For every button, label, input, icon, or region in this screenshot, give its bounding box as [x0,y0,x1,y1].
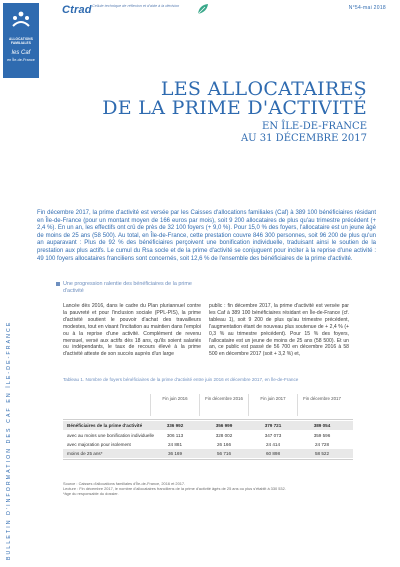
row-label: Bénéficiaires de la prime d'activité [67,422,143,428]
section-heading: Une progression ralentie des bénéficiaires de la prime d'activité [63,281,192,294]
cell-value: 328 002 [215,432,233,438]
summary-paragraph: Fin décembre 2017, la prime d'activité est versée par les Caisses d'allocations familiales (Caf) à 389 100 bénéficiaires résidant en Île-de-France (pour un montant moyen de 166 euros par mois), soit 9 200 allocataires de plus qu'au trimestre précédent (+ 2,4 %). En un an, les effectifs ont crû de près de 32 100 foyers (+ 9,0 %). Pour 15,0 % des foyers, l'allocataire est un jeune âgé de moins de 25 ans (58 500). Au total, en Île-de-France, cette prestation couvre 846 300 personnes, soit 96 200 de plus qu'un an auparavant : Plus de 92 % des bénéficiaires perçoivent une bonification individuelle, traduisant ainsi le soutien de la prestation aux plus actifs. Le cumul du Rsa socle et de la prime d'activité se conjuguent pour inciter à la reprise d'une activité : 49 100 foyers allocataires franciliens sont concernés, soit 12,6 % de l'ensemble des bénéficiaires de la prime d'activité. [37,210,376,262]
cell-value: 26 166 [216,441,232,447]
page-title-line1: LES ALLOCATAIRES [160,78,367,100]
row-label: moins de 25 ans* [67,450,103,456]
cell-value: 336 992 [166,422,184,428]
column-header: Fin décembre 2017 [303,396,341,401]
table-row [63,440,353,449]
table-age-note: *âge du responsable du dossier. [63,490,119,496]
table-rule [63,459,353,460]
table-header [63,392,353,418]
column-divider [150,394,151,416]
cell-value: 36 169 [167,450,183,456]
brand-description: Cellule technique de réflexion et d'aide à la décision [92,4,180,8]
column-header: Fin décembre 2016 [205,396,243,401]
cell-value: 347 073 [264,432,282,438]
cell-value: 379 721 [264,422,282,428]
brand-name: Ctrad [62,4,92,16]
bulletin-side-label: BULLETIN D'INFORMATION DES CAF EN ÎLE-DE-FRANCE [6,320,12,560]
cell-value: 60 898 [265,450,281,456]
table-row [63,421,353,430]
column-header: Fin juin 2016 [162,396,188,401]
table-reading-note: Lecture : Fin décembre 2017, le nombre d'allocataires franciliens de la prime d'activité âgés de 25 ans ou plus s'établit à 330 532. [63,485,286,491]
page-title-line2: DE LA PRIME D'ACTIVITÉ [102,97,367,119]
logo-text-familiales: FAMILIALES [11,41,31,45]
column-header: Fin juin 2017 [260,396,286,401]
column-divider [248,394,249,416]
cell-value: 359 596 [313,432,331,438]
column-divider [199,394,200,416]
logo-text-region: en Île-de-France [7,58,35,62]
logo-text-les-caf: les Caf [11,50,31,56]
issue-number: N°54-mai 2018 [348,5,386,11]
cell-value: 306 113 [166,432,184,438]
table-footnotes [63,482,353,496]
table-rule [63,419,353,420]
caf-logo [3,3,39,78]
section-bullet-icon [56,282,60,286]
page-subtitle-region: EN ÎLE-DE-FRANCE [262,121,367,132]
cell-value: 356 999 [215,422,233,428]
body-column-left: Lancée dès 2016, dans le cadre du Plan pluriannuel contre la pauvreté et pour l'inclusion sociale (PPL-PIS), la prime d'activité soutient le pouvoir d'achat des travailleurs modestes, tout en visant l'incitation au maintien dans l'emploi ou à la reprise d'une activité. Complément de revenu mensuel, versé aux actifs dès 18 ans, qu'ils soient salariés ou indépendants, le taux de recours élevé à la prime d'activité atteste de son succès auprès d'un large [63,303,201,358]
cell-value: 24 881 [167,441,183,447]
table-row [63,449,353,458]
caf-emblem-icon [10,8,32,30]
table-source: Source : Caisses d'allocations familiales d'Île-de-France, 2016 et 2017. [63,481,186,486]
cell-value: 24 728 [314,441,330,447]
column-divider [297,394,298,416]
row-label: avec au moins une bonification individuelle [67,432,155,438]
cell-value: 389 054 [313,422,331,428]
cell-value: 56 716 [216,450,232,456]
page-subtitle-date: AU 31 DÉCEMBRE 2017 [240,133,367,144]
row-label: avec majoration pour isolement [67,441,131,447]
cell-value: 58 522 [314,450,330,456]
cell-value: 24 414 [265,441,281,447]
logo-text-allocations: ALLOCATIONS [9,37,33,41]
leaf-icon [196,2,210,16]
table-row [63,431,353,440]
body-column-right: public : fin décembre 2017, la prime d'activité est versée par les Caf à 389 100 bénéficiaires résidant en Île-de-France (cf. tableau 1), soit 9 200 de plus qu'au trimestre précédent, l'augmentation étant de nouveau plus soutenue de + 2,4 % (+ 0,3 % au trimestre précédent). Pour 15 % des foyers, l'allocataire est un jeune de moins de 25 ans (58 500). Et un an, ce public est passé de 56 700 en décembre 2016 à 58 500 en décembre 2017 (soit + 3,2 %) et, [209,303,349,358]
table-caption: Tableau 1. Nombre de foyers bénéficiaires de la prime d'activité entre juin 2016 et décembre 2017, en Île-de-France [63,377,299,382]
